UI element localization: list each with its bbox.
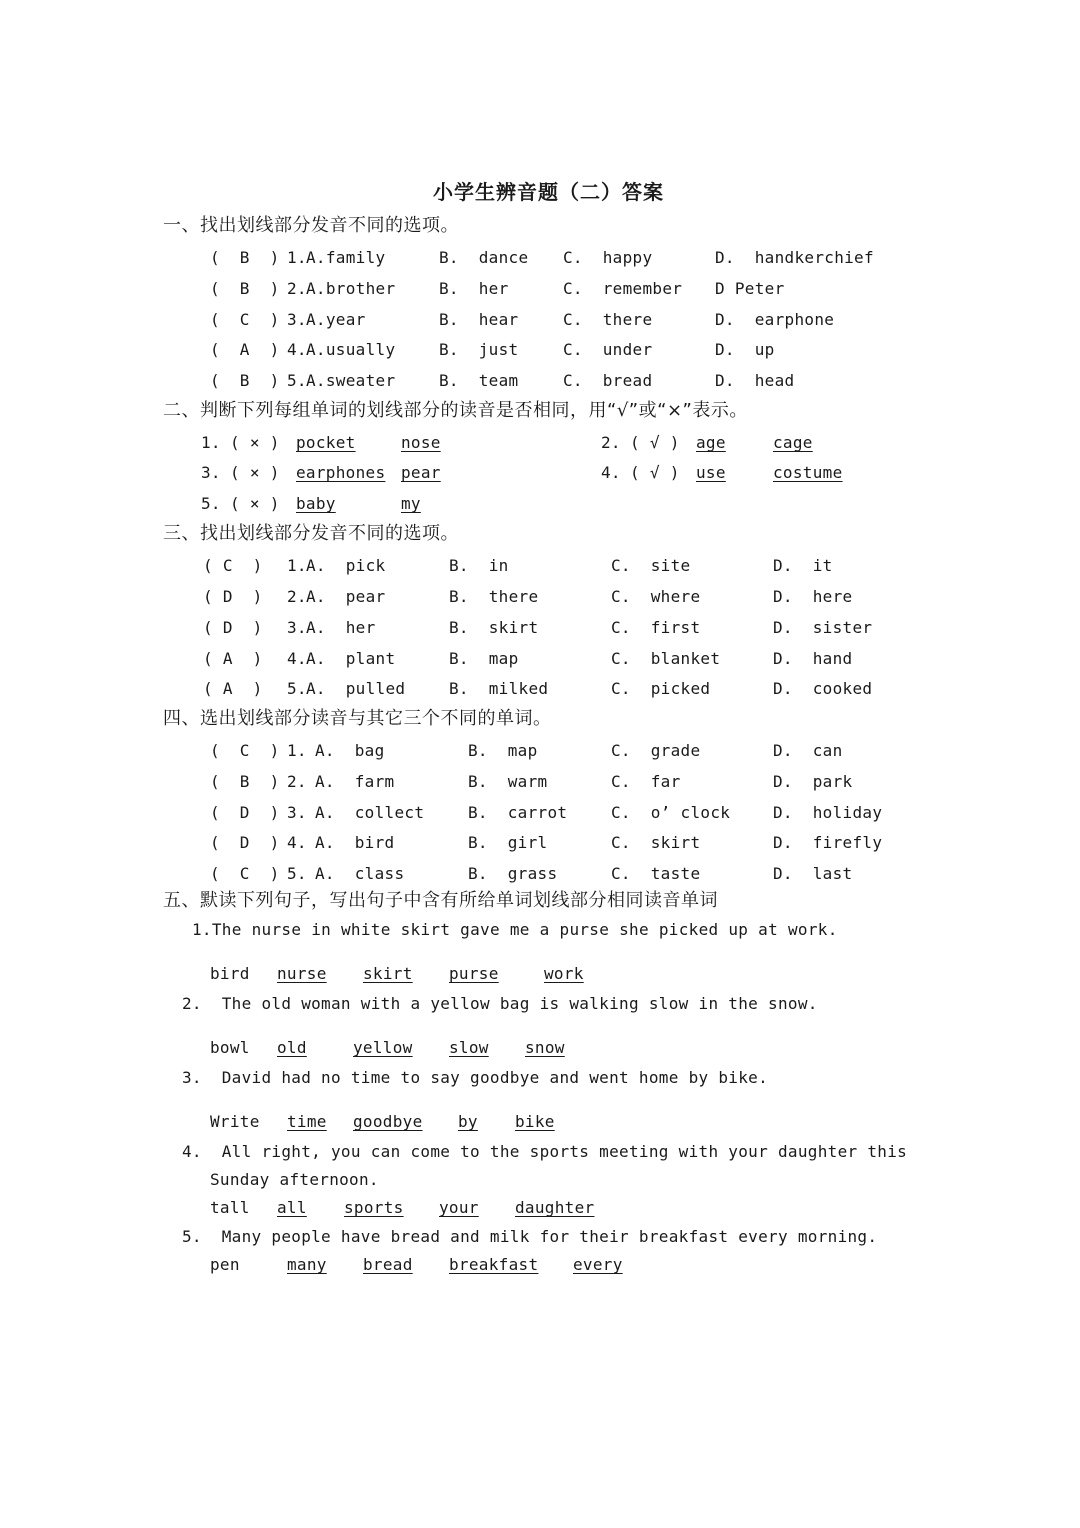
answer: ( D ): [203, 618, 263, 637]
key-word: pen: [210, 1255, 240, 1274]
option-b: B. milked: [449, 679, 549, 698]
item-number: 5.: [201, 494, 221, 513]
answer-word: every: [573, 1255, 623, 1274]
answer: ( C ): [210, 741, 280, 760]
option-b: B. hear: [439, 310, 519, 329]
question-number: 4.: [287, 833, 307, 852]
section-5-heading: 五、默读下列句子，写出句子中含有所给单词划线部分相同读音单词: [163, 890, 718, 911]
answer-word: breakfast: [449, 1255, 539, 1274]
judgement-mark: ( √ ): [630, 433, 680, 452]
item-number: 2.: [601, 433, 621, 452]
item-number: 1.: [201, 433, 221, 452]
question-number: 4.: [287, 340, 307, 359]
answer-word: bread: [363, 1255, 413, 1274]
option-b: B. there: [449, 587, 539, 606]
answer: ( A ): [203, 649, 263, 668]
answer-word: bike: [515, 1112, 555, 1131]
option-a: A.brother: [306, 279, 396, 298]
option-c: C. blanket: [611, 649, 721, 668]
answer-word: slow: [449, 1038, 489, 1057]
option-b: B. map: [468, 741, 538, 760]
key-word: bird: [210, 964, 250, 983]
key-word: tall: [210, 1198, 250, 1217]
option-c: C. taste: [611, 864, 701, 883]
answer: ( B ): [210, 279, 280, 298]
option-d: D. park: [773, 772, 853, 791]
option-a: A.sweater: [306, 371, 396, 390]
option-d: D. holiday: [773, 803, 883, 822]
answer-word: time: [287, 1112, 327, 1131]
key-word: bowl: [210, 1038, 250, 1057]
option-d: D. hand: [773, 649, 853, 668]
judgement-mark: ( × ): [230, 463, 280, 482]
section-2-heading: 二、判断下列每组单词的划线部分的读音是否相同，用“√”或“×”表示。: [163, 400, 748, 421]
answer-word: all: [277, 1198, 307, 1217]
answer: ( C ): [210, 310, 280, 329]
judgement-mark: ( √ ): [630, 463, 680, 482]
option-c: C. first: [611, 618, 701, 637]
answer-word: sports: [344, 1198, 404, 1217]
answer-word: old: [277, 1038, 307, 1057]
section-3-heading: 三、找出划线部分发音不同的选项。: [163, 523, 459, 544]
question-number: 3.: [287, 803, 307, 822]
question-number: 2.: [287, 279, 307, 298]
answer-word: nurse: [277, 964, 327, 983]
option-a: A. pear: [306, 587, 386, 606]
option-d: D. firefly: [773, 833, 883, 852]
judgement-mark: ( × ): [230, 433, 280, 452]
answer: ( A ): [210, 340, 280, 359]
answer: ( B ): [210, 371, 280, 390]
page-title: 小学生辨音题（二）答案: [433, 180, 664, 204]
word-2: my: [401, 494, 421, 513]
answer-word: purse: [449, 964, 499, 983]
option-d: D Peter: [715, 279, 785, 298]
answer-word: work: [544, 964, 584, 983]
option-b: B. girl: [468, 833, 548, 852]
option-a: A. plant: [306, 649, 396, 668]
answer-word: many: [287, 1255, 327, 1274]
option-b: B. carrot: [468, 803, 568, 822]
answer: ( D ): [203, 587, 263, 606]
sentence-continued: Sunday afternoon.: [210, 1170, 379, 1189]
option-a: A.year: [306, 310, 366, 329]
section-1-heading: 一、找出划线部分发音不同的选项。: [163, 215, 459, 236]
answer-word: snow: [525, 1038, 565, 1057]
answer: ( C ): [203, 556, 263, 575]
option-d: D. cooked: [773, 679, 873, 698]
option-b: B. team: [439, 371, 519, 390]
question-number: 1.: [287, 556, 307, 575]
answer-word: yellow: [353, 1038, 413, 1057]
judgement-mark: ( × ): [230, 494, 280, 513]
option-d: D. it: [773, 556, 833, 575]
option-c: C. where: [611, 587, 701, 606]
answer: ( B ): [210, 248, 280, 267]
option-b: B. just: [439, 340, 519, 359]
option-c: C. bread: [563, 371, 653, 390]
word-1: age: [696, 433, 726, 452]
section-4-heading: 四、选出划线部分读音与其它三个不同的单词。: [163, 708, 552, 729]
option-a: A. pick: [306, 556, 386, 575]
question-number: 3.: [287, 618, 307, 637]
answer-word: by: [458, 1112, 478, 1131]
option-c: C. remember: [563, 279, 683, 298]
option-c: C. far: [611, 772, 681, 791]
word-2: cage: [773, 433, 813, 452]
option-d: D. here: [773, 587, 853, 606]
question-number: 5.: [287, 371, 307, 390]
word-1: use: [696, 463, 726, 482]
word-1: earphones: [296, 463, 386, 482]
answer-word: skirt: [363, 964, 413, 983]
answer-word: goodbye: [353, 1112, 423, 1131]
item-number: 3.: [201, 463, 221, 482]
answer: ( D ): [210, 833, 280, 852]
option-b: B. grass: [468, 864, 558, 883]
sentence: 1.The nurse in white skirt gave me a purse she picked up at work.: [192, 920, 838, 939]
answer: ( B ): [210, 772, 280, 791]
option-d: D. handkerchief: [715, 248, 874, 267]
sentence: 5. Many people have bread and milk for their breakfast every morning.: [182, 1227, 878, 1246]
word-1: pocket: [296, 433, 356, 452]
option-c: C. site: [611, 556, 691, 575]
option-c: C. under: [563, 340, 653, 359]
option-a: A.usually: [306, 340, 396, 359]
option-a: A. her: [306, 618, 376, 637]
option-a: A. bird: [315, 833, 395, 852]
item-number: 4.: [601, 463, 621, 482]
option-c: C. grade: [611, 741, 701, 760]
question-number: 1.: [287, 248, 307, 267]
word-2: costume: [773, 463, 843, 482]
answer: ( D ): [210, 803, 280, 822]
option-d: D. can: [773, 741, 843, 760]
word-2: pear: [401, 463, 441, 482]
question-number: 5.: [287, 679, 307, 698]
option-c: C. picked: [611, 679, 711, 698]
option-b: B. map: [449, 649, 519, 668]
word-2: nose: [401, 433, 441, 452]
answer-word: daughter: [515, 1198, 595, 1217]
option-a: A. bag: [315, 741, 385, 760]
option-a: A. class: [315, 864, 405, 883]
option-a: A.family: [306, 248, 386, 267]
question-number: 4.: [287, 649, 307, 668]
question-number: 5.: [287, 864, 307, 883]
option-d: D. head: [715, 371, 795, 390]
key-word: Write: [210, 1112, 260, 1131]
question-number: 1.: [287, 741, 307, 760]
option-d: D. last: [773, 864, 853, 883]
option-a: A. pulled: [306, 679, 406, 698]
answer-word: your: [439, 1198, 479, 1217]
question-number: 3.: [287, 310, 307, 329]
option-b: B. dance: [439, 248, 529, 267]
word-1: baby: [296, 494, 336, 513]
option-d: D. up: [715, 340, 775, 359]
option-b: B. in: [449, 556, 509, 575]
sentence: 3. David had no time to say goodbye and went home by bike.: [182, 1068, 769, 1087]
option-c: C. there: [563, 310, 653, 329]
option-a: A. farm: [315, 772, 395, 791]
answer: ( A ): [203, 679, 263, 698]
option-c: C. skirt: [611, 833, 701, 852]
sentence: 2. The old woman with a yellow bag is walking slow in the snow.: [182, 994, 818, 1013]
option-d: D. sister: [773, 618, 873, 637]
question-number: 2.: [287, 587, 307, 606]
option-c: C. o’ clock: [611, 803, 731, 822]
option-c: C. happy: [563, 248, 653, 267]
option-a: A. collect: [315, 803, 425, 822]
option-b: B. her: [439, 279, 509, 298]
answer: ( C ): [210, 864, 280, 883]
option-b: B. skirt: [449, 618, 539, 637]
sentence: 4. All right, you can come to the sports meeting with your daughter this: [182, 1142, 908, 1161]
question-number: 2.: [287, 772, 307, 791]
option-b: B. warm: [468, 772, 548, 791]
option-d: D. earphone: [715, 310, 835, 329]
